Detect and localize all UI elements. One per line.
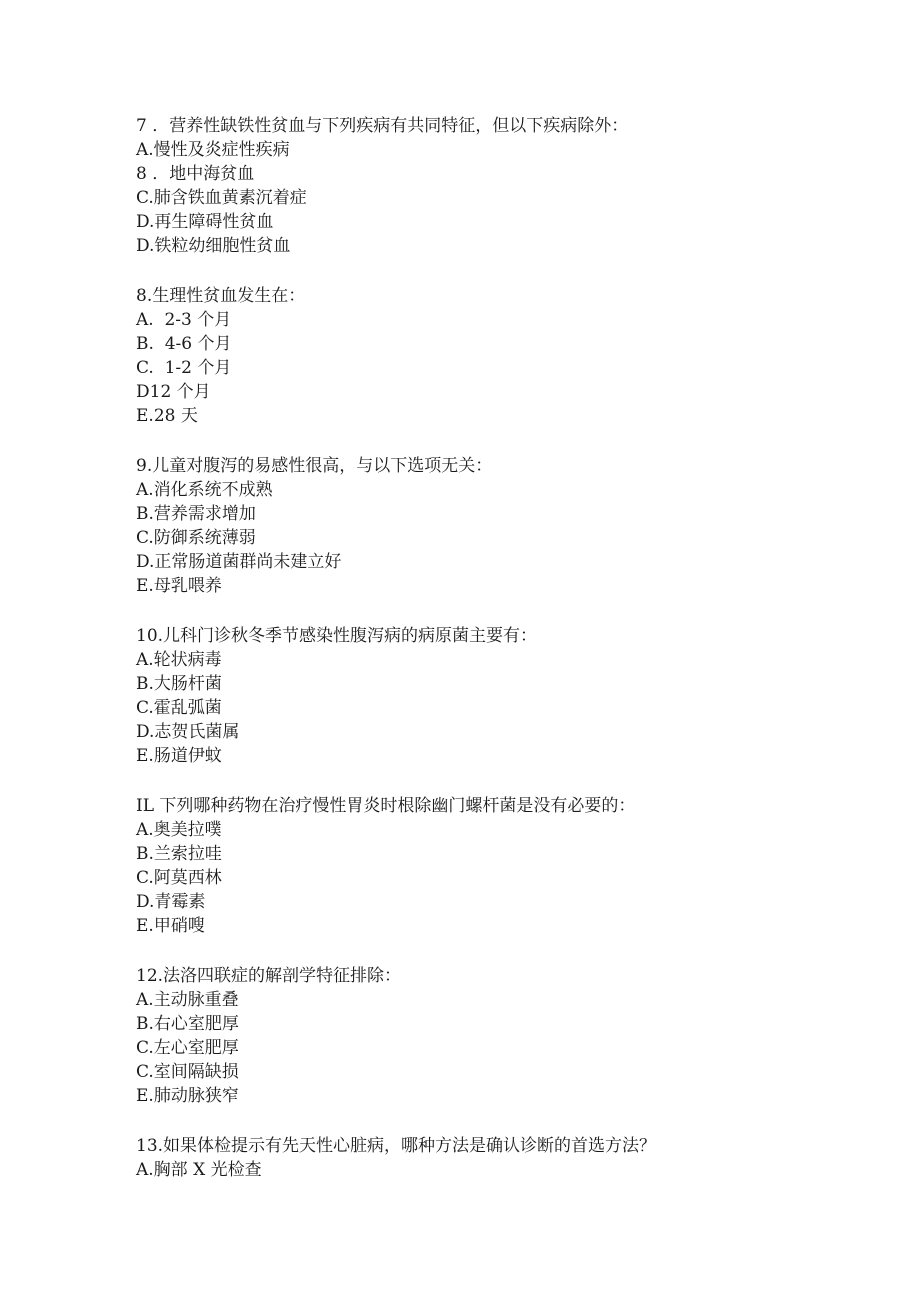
question-13 [136,1134,856,1182]
question-12 [136,964,856,1108]
option-line: B.右心室肥厚 [136,1014,239,1034]
question-9 [136,454,856,598]
option-line: A.胸部 X 光检查 [136,1160,262,1180]
option-line: A.主动脉重叠 [136,990,239,1010]
option-line: E.肺动脉狭窄 [136,1086,239,1106]
question-8 [136,284,856,428]
option-line: B.兰索拉哇 [136,844,222,864]
option-line: B. 4-6 个月 [136,334,232,354]
option-line: D12 个月 [136,382,211,402]
option-line: B.大肠杆菌 [136,674,222,694]
option-line: C.左心室肥厚 [136,1038,239,1058]
option-line: B.营养需求增加 [136,504,256,524]
option-line: D.青霉素 [136,892,206,912]
question-stem: 8.生理性贫血发生在： [136,286,306,306]
option-line: C.防御系统薄弱 [136,528,256,548]
question-stem: IL 下列哪种药物在治疗慢性胃炎时根除幽门螺杆菌是没有必要的： [136,796,636,816]
option-line: D.志贺氏菌属 [136,722,240,742]
option-line: D.铁粒幼细胞性贫血 [136,236,291,256]
option-line: C.霍乱弧菌 [136,698,222,718]
option-line: E.母乳喂养 [136,576,222,596]
option-line: E.甲硝嗖 [136,916,205,936]
option-line: C.室间隔缺损 [136,1062,239,1082]
question-10 [136,624,856,768]
option-line: A.消化系统不成熟 [136,480,273,500]
option-line: 8 ．地中海贫血 [136,164,255,184]
option-line: A.慢性及炎症性疾病 [136,140,290,160]
option-line: E.肠道伊蚊 [136,746,222,766]
question-stem: 10.儿科门诊秋冬季节感染性腹泻病的病原菌主要有： [136,626,538,646]
exam-page [136,114,856,1208]
option-line: D.再生障碍性贫血 [136,212,274,232]
option-line: A.轮状病毒 [136,650,222,670]
question-stem: 7 ．营养性缺铁性贫血与下列疾病有共同特征，但以下疾病除外： [136,116,629,136]
option-line: D.正常肠道菌群尚未建立好 [136,552,342,572]
question-stem: 13.如果体检提示有先天性心脏病，哪种方法是确认诊断的首选方法？ [136,1136,657,1156]
option-line: A. 2-3 个月 [136,310,232,330]
question-stem: 12.法洛四联症的解剖学特征排除： [136,966,402,986]
option-line: C.阿莫西林 [136,868,222,888]
option-line: E.28 天 [136,406,198,426]
option-line: A.奥美拉噗 [136,820,222,840]
option-line: C.肺含铁血黄素沉着症 [136,188,307,208]
question-11 [136,794,856,938]
option-line: C. 1-2 个月 [136,358,232,378]
question-7 [136,114,856,258]
question-stem: 9.儿童对腹泻的易感性很高，与以下选项无关： [136,456,493,476]
